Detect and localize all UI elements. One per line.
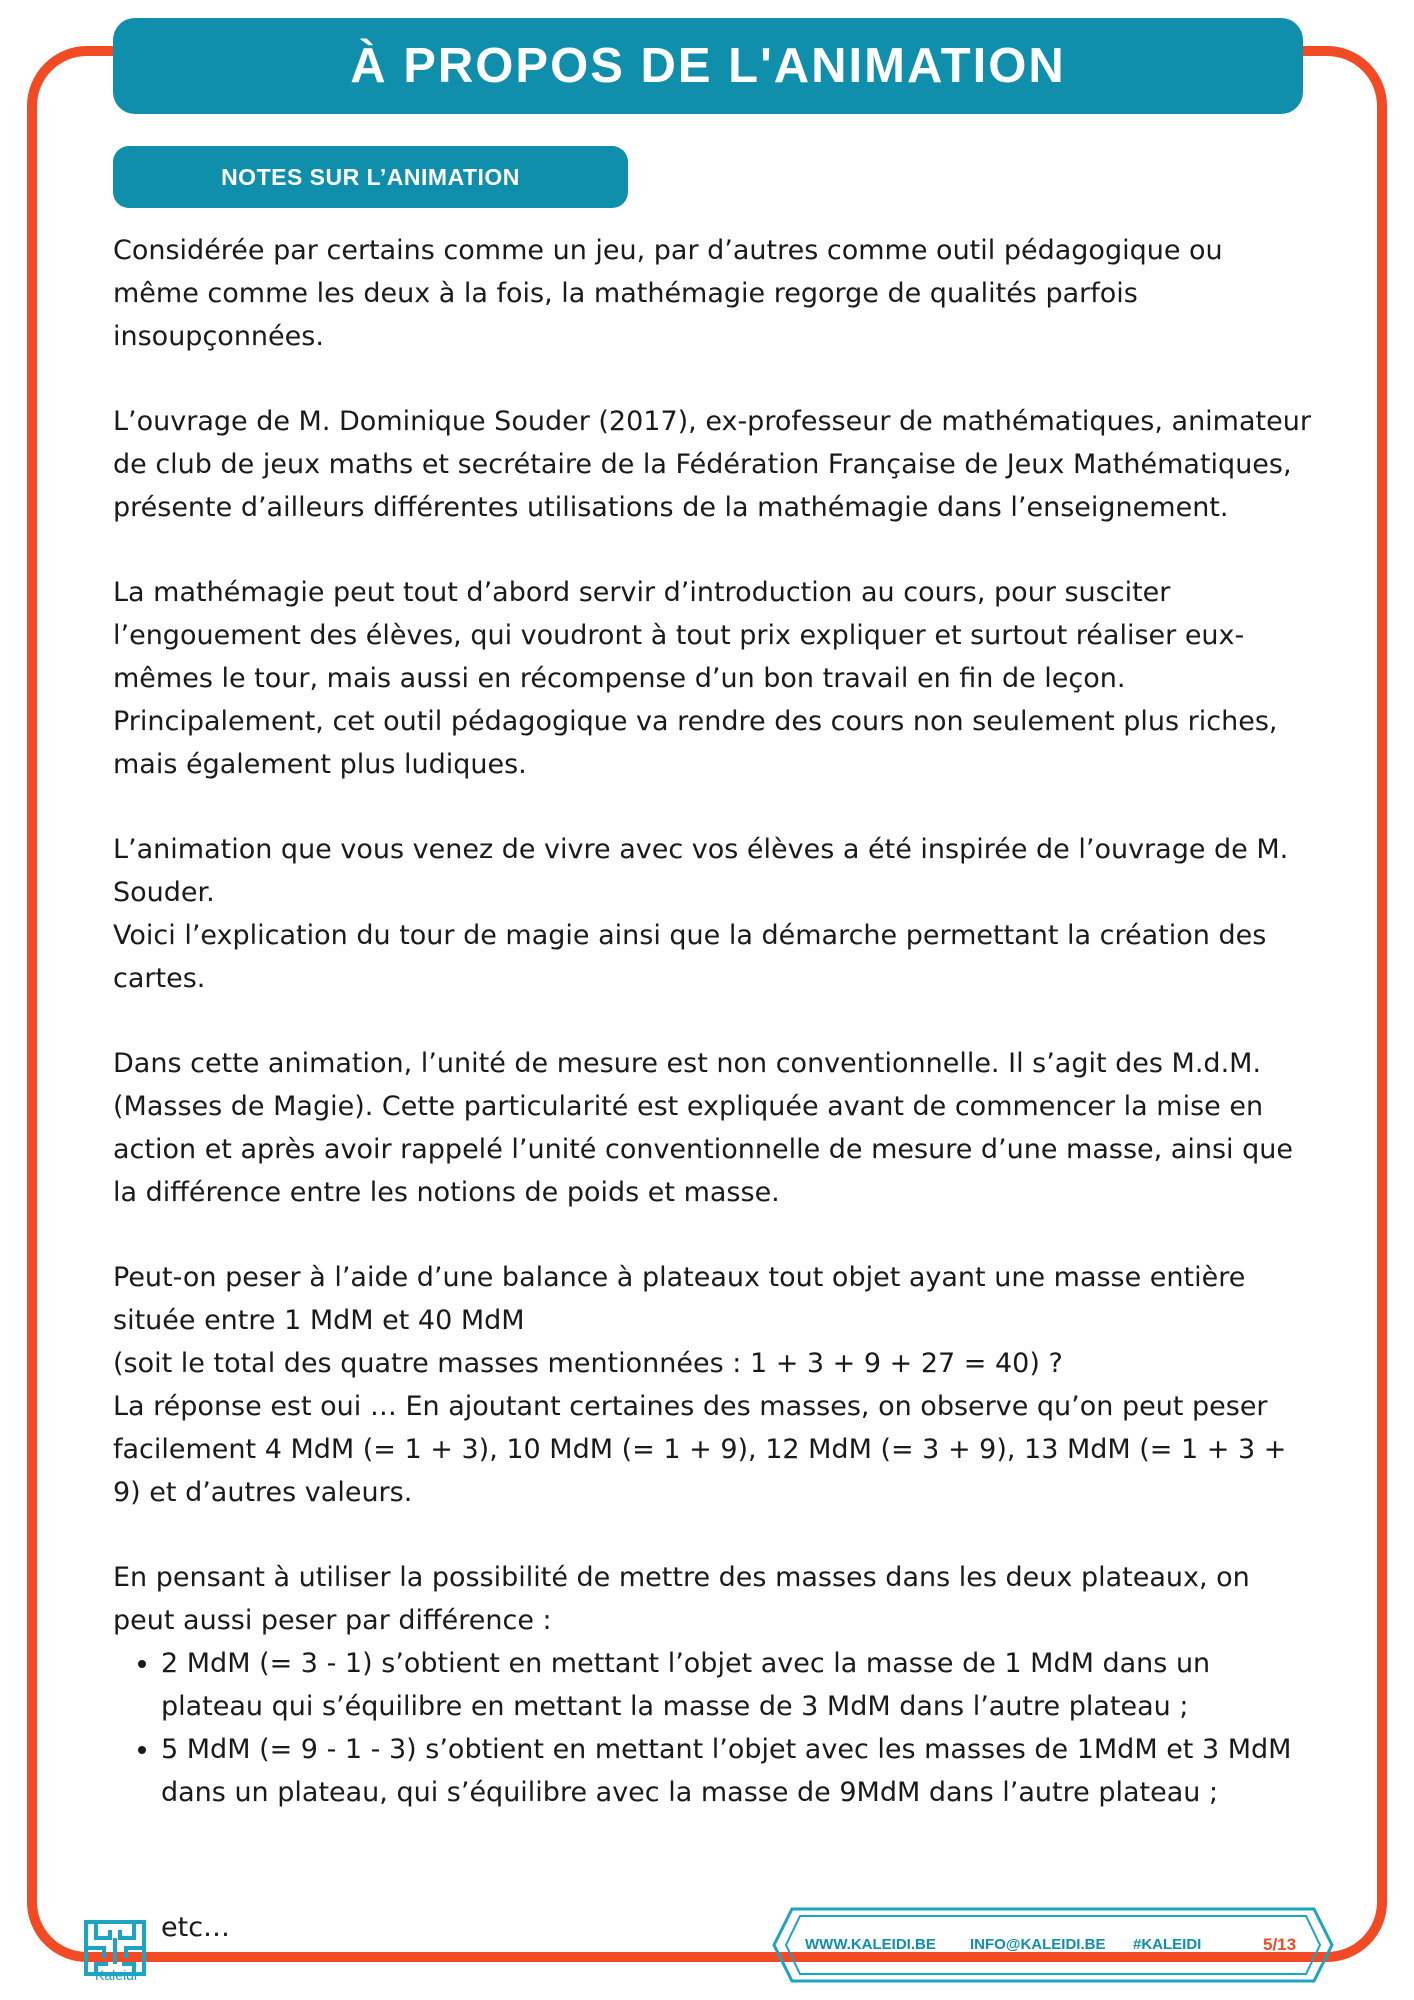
logo-label: Kaleidi: [94, 1967, 138, 1983]
paragraph-total: (soit le total des quatre masses mentionnées : 1 + 3 + 9 + 27 = 40) ?: [113, 1348, 1063, 1379]
paragraph-difference: En pensant à utiliser la possibilité de mettre des masses dans les deux plateaux, on peut aussi peser par différence :: [113, 1562, 1250, 1636]
paragraph-answer: La réponse est oui … En ajoutant certaines des masses, on observe qu’on peut peser facilement 4 MdM (= 1 + 3), 10 MdM (= 1 + 9), 12 MdM (= 3 + 9), 13 MdM (= 1 + 3 + 9) et d’autres valeurs.: [113, 1391, 1287, 1508]
footer-email-link[interactable]: INFO@KALEIDI.BE: [970, 1936, 1106, 1953]
paragraph-usage: La mathémagie peut tout d’abord servir d’introduction au cours, pour susciter l’engouement des élèves, qui voudront à tout prix expliquer et surtout réaliser eux-mêmes le tour, mais aussi en récompense d’un bon travail en fin de leçon. Principalement, cet outil pédagogique va rendre des cours non seulement plus riches, mais également plus ludiques.: [113, 577, 1278, 780]
list-item: • 2 MdM (= 3 - 1) s’obtient en mettant l’objet avec la masse de 1 MdM dans un plateau qui s’équilibre en mettant la masse de 3 MdM dans l’autre plateau ;: [161, 1642, 1313, 1728]
paragraph-inspiration: L’animation que vous venez de vivre avec vos élèves a été inspirée de l’ouvrage de M. Souder.: [113, 834, 1289, 908]
page-title: À PROPOS DE L'ANIMATION: [113, 18, 1303, 114]
example-list: [113, 1642, 1313, 1814]
main-content: [113, 229, 1313, 1814]
paragraph-unit: Dans cette animation, l’unité de mesure est non conventionnelle. Il s’agit des M.d.M. (Masses de Magie). Cette particularité est expliquée avant de commencer la mise en action et après avoir rappelé l’unité conventionnelle de mesure d’une masse, ainsi que la différence entre les notions de poids et masse.: [113, 1048, 1293, 1208]
page-number: 5/13: [1263, 1935, 1297, 1954]
footer-website-link[interactable]: WWW.KALEIDI.BE: [805, 1936, 936, 1953]
paragraph-souder: L’ouvrage de M. Dominique Souder (2017), ex-professeur de mathématiques, animateur de club de jeux maths et secrétaire de la Fédération Française de Jeux Mathématiques, présente d’ailleurs différentes utilisations de la mathémagie dans l’enseignement.: [113, 406, 1311, 523]
footer-hashtag: #KALEIDI: [1133, 1936, 1202, 1953]
paragraph-question: Peut-on peser à l’aide d’une balance à plateaux tout objet ayant une masse entière située entre 1 MdM et 40 MdM: [113, 1262, 1246, 1336]
paragraph-explanation: Voici l’explication du tour de magie ainsi que la démarche permettant la création des cartes.: [113, 920, 1267, 994]
etc-text: etc…: [161, 1912, 231, 1943]
list-item: • 5 MdM (= 9 - 1 - 3) s’obtient en mettant l’objet avec les masses de 1MdM et 3 MdM dans un plateau, qui s’équilibre avec la masse de 9MdM dans l’autre plateau ;: [161, 1728, 1313, 1814]
paragraph-intro: Considérée par certains comme un jeu, par d’autres comme outil pédagogique ou même comme les deux à la fois, la mathémagie regorge de qualités parfois insoupçonnées.: [113, 235, 1223, 352]
section-heading: NOTES SUR L’ANIMATION: [113, 146, 628, 208]
